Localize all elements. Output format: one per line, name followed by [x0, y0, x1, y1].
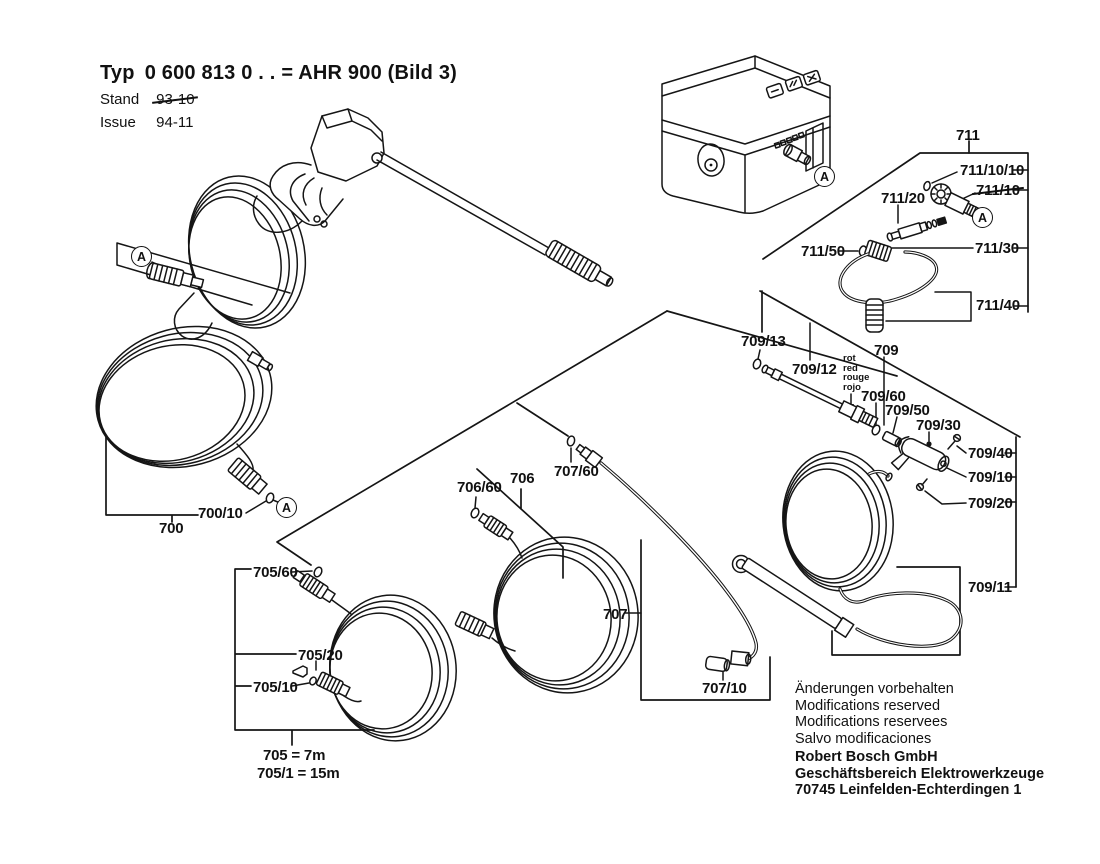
part-label-711-20: 711/20 [881, 190, 925, 207]
model-name: AHR 900 (Bild 3) [298, 62, 458, 84]
issue-row [100, 114, 457, 131]
part-label-709-11: 709/11 [968, 579, 1012, 596]
part-label-709-12: 709/12 [792, 361, 837, 378]
marker-a-machine-outlet: A [814, 166, 835, 187]
part-label-700-10: 700/10 [198, 505, 243, 522]
text-line: Robert Bosch GmbH [795, 749, 938, 765]
part-label-705-20: 705/20 [298, 647, 343, 664]
lance-grip [545, 239, 617, 291]
text-line: Modifications reserved [795, 697, 941, 714]
part-label-707-10: 707/10 [702, 680, 747, 697]
part-label-711-50: 711/50 [801, 243, 845, 260]
title-block [100, 62, 457, 131]
part-label-707: 707 [603, 606, 628, 623]
stand-row [100, 91, 457, 108]
hose-coil-700 [80, 307, 288, 486]
issue-label: Issue [100, 114, 136, 131]
stand-value: 93-10 [156, 91, 195, 108]
part-label-706: 706 [510, 470, 535, 487]
spray-gun [253, 109, 616, 291]
sleeve-707-10 [705, 656, 730, 672]
company-address [795, 749, 1044, 799]
color-note-line: red [843, 362, 858, 374]
hose-709-11 [733, 472, 962, 647]
part-label-711: 711 [956, 127, 980, 144]
part-label-709-13: 709/13 [741, 333, 786, 350]
text-line: 70745 Leinfelden-Echterdingen 1 [795, 782, 1022, 798]
ribbed-coupling-711-40 [866, 299, 883, 332]
part-label-711-10: 711/10 [976, 182, 1020, 199]
marker-a-hose-coupling: A [131, 246, 152, 267]
part-label-705-60: 705/60 [253, 564, 298, 581]
part-label-705-10: 705/10 [253, 679, 298, 696]
part-label-709-10: 709/10 [968, 469, 1013, 486]
lance-711-20 [886, 215, 947, 242]
part-label-711-30: 711/30 [975, 240, 1019, 257]
part-label-711-10-10: 711/10/10 [960, 162, 1025, 179]
part-label-706-60: 706/60 [457, 479, 502, 496]
machine-body [662, 56, 830, 213]
part-label-707-60: 707/60 [554, 463, 599, 480]
text-line: Salvo modificaciones [795, 730, 932, 747]
footer-block [795, 681, 1044, 799]
hose-700-fittings [228, 352, 275, 504]
text-line: Änderungen vorbehalten [795, 681, 954, 697]
color-note-line: rojo [843, 381, 861, 393]
part-label-709: 709 [874, 342, 899, 359]
part-label-709-30: 709/30 [916, 417, 961, 434]
issue-value: 94-11 [156, 114, 194, 131]
color-note-line: rouge [843, 372, 870, 383]
type-label: Typ [100, 62, 135, 84]
marker-a-nozzle: A [972, 207, 993, 228]
hose-706-fittings [455, 507, 522, 651]
marker-a-hose-700: A [276, 497, 297, 518]
type-code: 0 600 813 0 . . [144, 62, 276, 84]
part-label-709-40: 709/40 [968, 445, 1013, 462]
modification-notes [795, 681, 1044, 747]
hose-coil-705 [320, 587, 465, 749]
hose-coil-709-11 [776, 446, 900, 597]
part-label-709-50: 709/50 [885, 402, 930, 419]
part-label-705-len: 705 = 7m [263, 747, 326, 764]
stand-label: Stand [100, 91, 140, 108]
part-label-705-1-len: 705/1 = 15m [257, 765, 340, 782]
part-label-709-60: 709/60 [861, 388, 906, 405]
text-line: Modifications reservees [795, 714, 948, 730]
hose-705-fittings [292, 566, 361, 702]
equals-sign: = [281, 62, 294, 84]
part-label-711-40: 711/40 [976, 297, 1020, 314]
part-label-709-20: 709/20 [968, 495, 1013, 512]
part-label-color-note [843, 354, 869, 392]
text-line: Geschäftsbereich Elektrowerkzeuge [795, 765, 1045, 782]
page-title [100, 62, 457, 85]
color-note-line: rot [843, 353, 856, 364]
part-label-700: 700 [159, 520, 184, 537]
